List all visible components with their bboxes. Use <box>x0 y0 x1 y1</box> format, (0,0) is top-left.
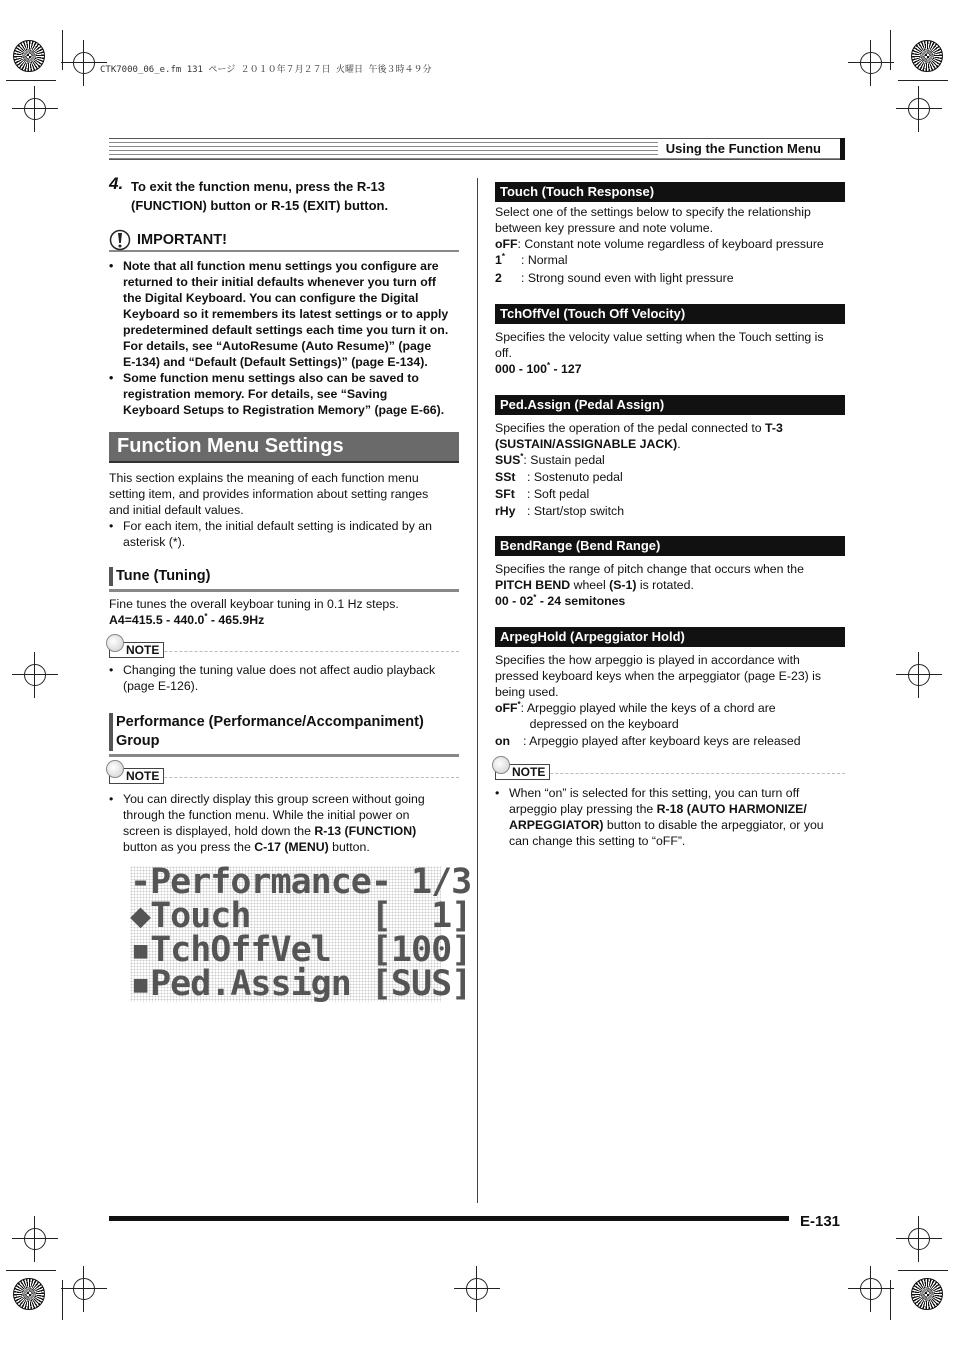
text-line: Specifies the range of pitch change that occurs when the <box>495 562 804 576</box>
text-line <box>509 801 824 817</box>
text-line: off. <box>495 346 512 360</box>
title-line: Group <box>116 733 160 749</box>
crop-mark <box>898 1270 948 1271</box>
text-line: Select one of the settings below to specify the relationship <box>495 205 811 219</box>
page-number: E-131 <box>800 1213 841 1230</box>
option-key: oFF <box>495 701 518 715</box>
registration-starburst-bottom-right <box>911 1278 943 1310</box>
button-ref: C-17 (MENU) <box>254 840 329 854</box>
text-line: Fine tunes the overall keyboar tuning in 0.1 Hz steps. <box>109 597 399 611</box>
jack-ref: T-3 <box>765 421 783 435</box>
crosshair-mark <box>24 1228 46 1250</box>
crop-mark <box>62 1280 63 1320</box>
step-number: 4. <box>109 174 124 193</box>
list-item: • You can directly display this group screen without going through the function menu. While the initial power on screen is displayed, hold down the R-13 (FUNCTION) button as you press the C-17 (MENU) button. <box>109 792 425 854</box>
step-text: To exit the function menu, press the R-13 <box>131 179 386 194</box>
option-row <box>495 469 845 485</box>
option-key: 1 <box>495 253 502 267</box>
text-span: . <box>677 437 681 451</box>
tune-heading <box>109 567 459 592</box>
text-line: predetermined default settings each time you turn it on. <box>123 323 449 337</box>
title-line: Performance (Performance/Accompaniment) <box>116 714 424 730</box>
option-value: : Normal <box>521 253 568 267</box>
option-row <box>495 452 845 468</box>
text-line <box>123 823 425 839</box>
text-line: (page E-126). <box>123 679 199 693</box>
button-ref: ARPEGGIATOR) <box>509 818 604 832</box>
default-marker: * <box>204 611 208 621</box>
header-title: Using the Function Menu <box>658 140 845 158</box>
text-line: Specifies the velocity value setting when the Touch setting is <box>495 330 824 344</box>
range-end: - 127 <box>550 362 582 376</box>
text-line: For each item, the initial default setting is indicated by an <box>123 519 432 533</box>
option-key: SFt <box>495 487 515 501</box>
list-item: • When “on” is selected for this setting, you can turn off arpeggio play pressing the R-18 (AUTO HARMONIZE/ ARPEGGIATOR) button to disable the arpeggiator, or you can change this setting to “oFF”. <box>495 786 824 848</box>
arpeghold-section <box>495 627 845 849</box>
note-header <box>109 642 459 660</box>
note-text: NOTE <box>126 643 160 657</box>
list-item: • Note that all function menu settings you configure are returned to their initial defaults whenever you turn off the Digital Keyboard. You can configure the Digital Keyboard so it remembers its latest settings or to apply predetermined default settings each time you turn it on. For details, see “AutoResume (Auto Resume)” (page E-134) and “Default (Default Settings)” (page E-134). <box>109 259 449 369</box>
button-ref: R-13 (FUNCTION) <box>314 824 417 838</box>
option-value: : Arpeggio played while the keys of a chord are <box>520 701 776 715</box>
crop-mark <box>890 1280 891 1320</box>
control-ref: (S-1) <box>609 578 637 592</box>
text-span: wheel <box>570 578 610 592</box>
crop-mark <box>898 80 948 81</box>
lcd-row: ◆Touch [ 1] <box>130 896 472 936</box>
setting-title: Ped.Assign (Pedal Assign) <box>495 395 845 415</box>
option-row <box>495 700 845 732</box>
step-4 <box>109 176 459 215</box>
section-title: Function Menu Settings <box>109 432 459 463</box>
option-value: : Sustain pedal <box>523 453 605 467</box>
option-row <box>495 486 845 502</box>
option-row <box>495 733 845 749</box>
option-value: : Start/stop switch <box>527 504 625 518</box>
text-line: pressed keyboard keys when the arpeggiator (page E-23) is <box>495 669 822 683</box>
important-label: IMPORTANT! <box>137 232 227 248</box>
lcd-row: ▪TchOffVel [100] <box>130 930 472 970</box>
option-value: depressed on the keyboard <box>529 717 679 731</box>
crosshair-mark <box>908 664 930 686</box>
registration-starburst-bottom-left <box>13 1278 45 1310</box>
note-text: NOTE <box>126 769 160 783</box>
crosshair-mark <box>24 664 46 686</box>
text-line: This section explains the meaning of each function menu <box>109 471 419 485</box>
range-start: A4=415.5 - 440.0 <box>109 613 205 627</box>
pedassign-section <box>495 395 845 519</box>
text-line: Note that all function menu settings you configure are <box>123 259 439 273</box>
crop-mark <box>6 1270 56 1271</box>
text-line: Keyboard so it remembers its latest settings or to apply <box>123 307 449 321</box>
setting-title: ArpegHold (Arpeggiator Hold) <box>495 627 845 647</box>
option-key: rHy <box>495 504 516 518</box>
text-line: E-134) and “Default (Default Settings)” (page E-134). <box>123 355 428 369</box>
subsection-title <box>109 713 459 751</box>
lightbulb-icon <box>106 760 124 778</box>
exclamation-icon <box>109 229 131 251</box>
list-item: • Some function menu settings also can be saved to registration memory. For details, see “Saving Keyboard Setups to Registration Memory” (page E-66). <box>109 371 445 417</box>
option-key: oFF <box>495 237 518 251</box>
default-marker: * <box>520 451 524 461</box>
text-line: asterisk (*). <box>123 535 186 549</box>
text-span: button. <box>328 840 370 854</box>
text-span: button as you press the <box>123 840 255 854</box>
crosshair-mark <box>73 52 95 74</box>
range-end: - 465.9Hz <box>207 613 265 627</box>
text-line: returned to their initial defaults whenever you turn off <box>123 275 436 289</box>
list-item: • Changing the tuning value does not affect audio playback (page E-126). <box>109 663 436 693</box>
text-line: For details, see “AutoResume (Auto Resume)” (page <box>123 339 432 353</box>
lightbulb-icon <box>106 634 124 652</box>
crosshair-mark <box>24 98 46 120</box>
range-start: 00 - 02 <box>495 594 534 608</box>
crosshair-mark <box>466 1278 488 1300</box>
page-header <box>109 138 845 160</box>
option-value: : Strong sound even with light pressure <box>521 271 734 285</box>
range <box>495 361 845 377</box>
option-value: : Constant note volume regardless of keyboard pressure <box>517 237 824 251</box>
setting-title: Touch (Touch Response) <box>495 182 845 202</box>
text-line <box>509 817 824 833</box>
crop-mark <box>6 80 56 81</box>
registration-starburst-top-right <box>911 40 943 72</box>
lcd-screen <box>130 862 472 1004</box>
range-start: 000 - 100 <box>495 362 547 376</box>
setting-title: BendRange (Bend Range) <box>495 536 845 556</box>
crosshair-mark <box>860 1278 882 1300</box>
text-line: Keyboard Setups to Registration Memory” (page E-66). <box>123 403 445 417</box>
performance-heading <box>109 713 459 757</box>
header-end-mark <box>840 138 845 160</box>
text-span: arpeggio play pressing the <box>509 802 657 816</box>
step-text: (FUNCTION) button or R-15 (EXIT) button. <box>131 198 389 213</box>
lightbulb-icon <box>492 756 510 774</box>
option-row <box>495 503 845 519</box>
important-box <box>109 230 459 418</box>
text-span: is rotated. <box>636 578 694 592</box>
column-divider <box>477 178 478 1203</box>
option-row <box>495 252 845 268</box>
crosshair-mark <box>73 1278 95 1300</box>
crop-mark <box>890 30 891 70</box>
crosshair-mark <box>908 98 930 120</box>
crop-mark <box>62 30 63 70</box>
bendrange-section <box>495 536 845 609</box>
print-info: CTK7000_06_e.fm 131 ページ ２０１０年７月２７日 火曜日 午後３時４９分 <box>100 65 432 75</box>
note-text: NOTE <box>512 765 546 779</box>
text-line: registration memory. For details, see “Saving <box>123 387 388 401</box>
text-span: Specifies the operation of the pedal connected to <box>495 421 766 435</box>
text-line <box>123 839 425 855</box>
note-label <box>109 642 164 658</box>
text-line: Changing the tuning value does not affect audio playback <box>123 663 436 677</box>
text-line: between key pressure and note volume. <box>495 221 714 235</box>
tune-body <box>109 596 459 694</box>
option-key: on <box>495 734 511 748</box>
default-marker: * <box>501 251 505 261</box>
registration-starburst-top-left <box>13 40 45 72</box>
option-row <box>495 270 845 286</box>
option-row <box>495 236 845 252</box>
jack-ref: (SUSTAIN/ASSIGNABLE JACK) <box>495 437 678 451</box>
text-line: through the function menu. While the initial power on <box>123 808 410 822</box>
option-key: SSt <box>495 470 516 484</box>
option-value: : Soft pedal <box>527 487 590 501</box>
crosshair-mark <box>908 1228 930 1250</box>
text-line: can change this setting to “oFF”. <box>509 834 686 848</box>
range <box>495 593 845 609</box>
section-intro <box>109 470 459 550</box>
tchoffvel-section <box>495 304 845 377</box>
text-line <box>495 420 845 436</box>
text-line: Some function menu settings also can be saved to <box>123 371 419 385</box>
text-line: You can directly display this group screen without going <box>123 792 425 806</box>
crosshair-mark <box>860 52 882 74</box>
default-marker: * <box>533 592 537 602</box>
control-ref: PITCH BEND <box>495 578 571 592</box>
default-marker: * <box>517 699 521 709</box>
setting-title: TchOffVel (Touch Off Velocity) <box>495 304 845 324</box>
default-marker: * <box>546 360 551 370</box>
footer-rule <box>109 1216 789 1221</box>
subsection-title: Tune (Tuning) <box>109 567 459 586</box>
note-label <box>495 764 550 780</box>
button-ref: R-18 (AUTO HARMONIZE/ <box>656 802 807 816</box>
text-line: the Digital Keyboard. You can configure the Digital <box>123 291 419 305</box>
option-key: 2 <box>495 271 502 285</box>
text-line: setting item, and provides information about setting ranges <box>109 487 429 501</box>
text-line <box>495 577 845 593</box>
option-value: : Sostenuto pedal <box>527 470 623 484</box>
lcd-row: -Performance- 1/3 <box>130 862 472 902</box>
touch-section <box>495 182 845 286</box>
performance-note <box>109 768 459 855</box>
range-end: - 24 semitones <box>536 594 626 608</box>
option-key: SUS <box>495 453 521 467</box>
note-header <box>495 764 845 782</box>
text-line: Specifies the how arpeggio is played in accordance with <box>495 653 800 667</box>
text-line <box>495 436 845 452</box>
note-header <box>109 768 459 786</box>
text-span: button to disable the arpeggiator, or you <box>603 818 824 832</box>
tune-range <box>109 612 459 628</box>
list-item: • For each item, the initial default setting is indicated by an asterisk (*). <box>109 519 432 549</box>
text-line: being used. <box>495 685 559 699</box>
option-value: : Arpeggio played after keyboard keys are released <box>523 734 801 748</box>
text-line: When “on” is selected for this setting, you can turn off <box>509 786 800 800</box>
lcd-row: ▪Ped.Assign [SUS] <box>130 964 472 1004</box>
note-label <box>109 768 164 784</box>
text-line: and initial default values. <box>109 503 244 517</box>
text-span: screen is displayed, hold down the <box>123 824 315 838</box>
